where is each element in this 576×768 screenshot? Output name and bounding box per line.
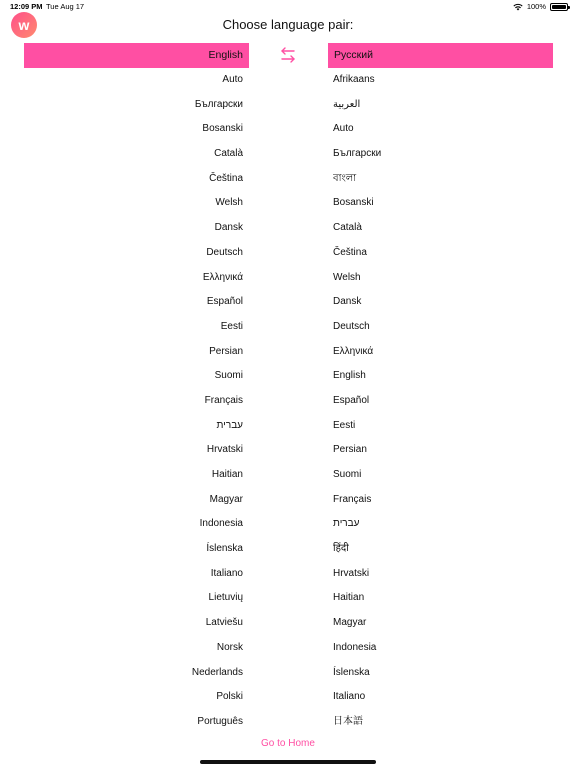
- app-logo[interactable]: w: [11, 12, 37, 38]
- source-language-item[interactable]: Български: [194, 98, 243, 110]
- home-indicator[interactable]: [200, 760, 376, 764]
- source-language-item[interactable]: עברית: [216, 419, 243, 431]
- target-language-item[interactable]: Čeština: [333, 246, 367, 258]
- target-language-item[interactable]: English: [333, 370, 366, 382]
- target-language-item[interactable]: Afrikaans: [333, 74, 375, 85]
- target-language-item[interactable]: Íslenska: [333, 666, 370, 678]
- source-language-item[interactable]: Čeština: [209, 172, 243, 184]
- source-language-item[interactable]: Polski: [216, 691, 243, 703]
- target-language-item[interactable]: Français: [333, 493, 372, 505]
- source-language-item[interactable]: Suomi: [214, 370, 243, 382]
- target-language-item[interactable]: বাংলা: [333, 172, 357, 184]
- target-language-item[interactable]: Magyar: [333, 617, 367, 629]
- target-language-item[interactable]: Italiano: [333, 691, 366, 703]
- source-language-item[interactable]: Indonesia: [199, 518, 243, 530]
- status-bar: [0, 0, 576, 14]
- source-language-item[interactable]: Magyar: [209, 493, 243, 505]
- target-language-item[interactable]: Eesti: [333, 419, 356, 431]
- source-language-item[interactable]: Dansk: [214, 222, 243, 234]
- target-language-item[interactable]: 日本語: [333, 715, 363, 727]
- source-language-list: [24, 68, 243, 735]
- target-language-list: [333, 68, 553, 735]
- target-language-item[interactable]: Haitian: [333, 592, 365, 604]
- target-language-item[interactable]: Deutsch: [333, 320, 370, 332]
- target-language-item[interactable]: Indonesia: [333, 641, 377, 653]
- source-language-item[interactable]: Welsh: [215, 197, 243, 209]
- source-language-item[interactable]: Eesti: [220, 320, 243, 332]
- swap-arrows-icon[interactable]: [278, 46, 298, 64]
- source-language-item[interactable]: Auto: [222, 74, 243, 85]
- selected-target-language[interactable]: Русский: [328, 43, 553, 68]
- wifi-icon: [513, 3, 523, 11]
- target-language-item[interactable]: Bosanski: [333, 197, 374, 209]
- source-language-item[interactable]: Italiano: [210, 567, 243, 579]
- source-language-item[interactable]: Hrvatski: [206, 444, 243, 456]
- source-language-item[interactable]: Português: [197, 715, 243, 727]
- target-language-item[interactable]: Hrvatski: [333, 567, 370, 579]
- source-language-item[interactable]: Català: [214, 148, 243, 160]
- target-language-item[interactable]: Ελληνικά: [333, 345, 374, 357]
- target-language-item[interactable]: Català: [333, 222, 362, 234]
- target-language-item[interactable]: हिंदी: [333, 543, 349, 555]
- source-language-item[interactable]: Ελληνικά: [202, 271, 243, 283]
- target-language-item[interactable]: Dansk: [333, 296, 362, 308]
- source-language-item[interactable]: Français: [204, 394, 243, 406]
- source-language-item[interactable]: Haitian: [211, 469, 243, 480]
- go-home-link[interactable]: Go to Home: [261, 738, 315, 749]
- source-language-item[interactable]: Latviešu: [205, 617, 243, 629]
- page-title: Choose language pair:: [222, 17, 354, 32]
- target-language-item[interactable]: العربية: [333, 98, 361, 110]
- source-language-item[interactable]: Lietuvių: [208, 592, 243, 604]
- target-language-item[interactable]: Español: [333, 394, 370, 406]
- status-date: Tue Aug 17: [46, 2, 85, 11]
- source-language-item[interactable]: Bosanski: [202, 123, 243, 135]
- status-time: 12:09 PM: [10, 2, 43, 11]
- source-language-item[interactable]: Íslenska: [206, 543, 243, 555]
- target-language-item[interactable]: Suomi: [333, 469, 362, 480]
- target-language-item[interactable]: Auto: [333, 123, 354, 135]
- target-language-item[interactable]: Български: [333, 148, 382, 160]
- source-language-item[interactable]: Nederlands: [191, 666, 243, 678]
- source-language-item[interactable]: Persian: [209, 345, 243, 357]
- source-language-item[interactable]: Español: [206, 296, 243, 308]
- battery-icon: [550, 3, 568, 11]
- target-language-item[interactable]: Persian: [333, 444, 367, 456]
- target-language-item[interactable]: Welsh: [333, 271, 361, 283]
- status-indicators: [513, 0, 568, 14]
- battery-percent: 100%: [526, 2, 546, 11]
- selected-source-language[interactable]: English: [24, 43, 249, 68]
- target-language-item[interactable]: עברית: [333, 518, 360, 530]
- source-language-item[interactable]: Deutsch: [206, 246, 243, 258]
- source-language-item[interactable]: Norsk: [216, 641, 243, 653]
